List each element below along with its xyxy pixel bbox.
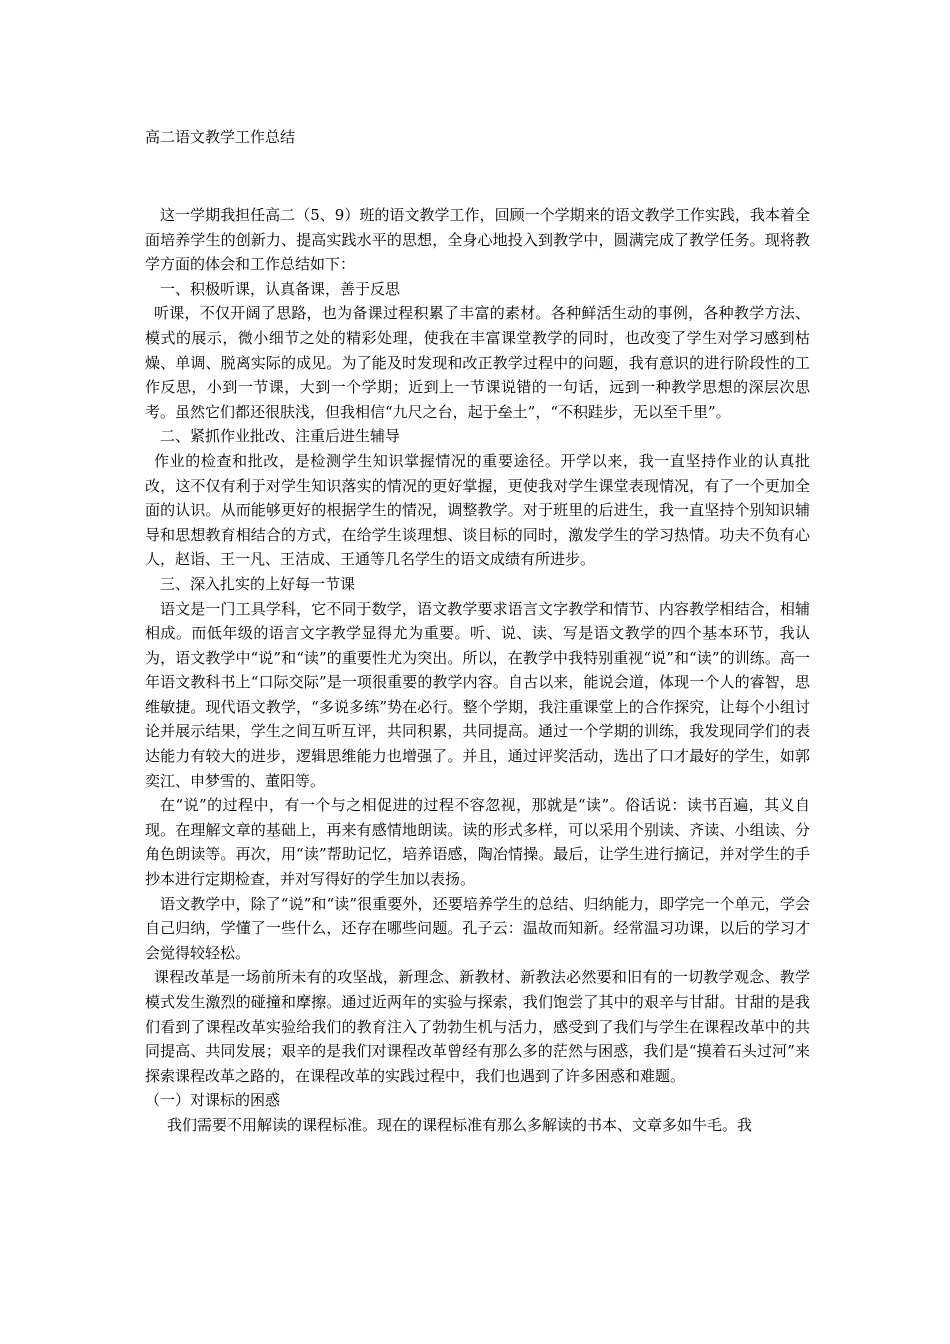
paragraph: 课程改革是一场前所未有的攻坚战，新理念、新教材、新教法必然要和旧有的一切教学观念、教学模式发生激烈的碰撞和摩擦。通过近两年的实验与探索，我们饱尝了其中的艰辛与甘甜。甘甜的是我们看到了课程改革实验给我们的教育注入了勃勃生机与活力，感受到了我们与学生在课程改革中的共同提高、共同发展；艰辛的是我们对课程改革曾经有那么多的茫然与困惑，我们是“摸着石头过河”来探索课程改革之路的，在课程改革的实践过程中，我们也遇到了许多困惑和难题。 [145,968,810,1085]
paragraph: 三、深入扎实的上好每一节课 [160,574,356,593]
document-body [145,203,810,1138]
paragraph: 作业的检查和批改，是检测学生知识掌握情况的重要途径。开学以来，我一直坚持作业的认真批改，这不仅有利于对学生知识落实的情况的更好掌握，更使我对学生课堂表现情况，有了一个更加全面的认识。从而能够更好的根据学生的情况，调整教学。对于班里的后进生，我一直坚持个别知识辅导和思想教育相结合的方式，在给学生谈理想、谈目标的同时，激发学生的学习热情。功夫不负有心人，赵诣、王一凡、王洁成、王通等几名学生的语文成绩有所进步。 [145,451,810,569]
paragraph: 语文教学中，除了“说”和“读”很重要外，还要培养学生的总结、归纳能力，即学完一个单元，学会自己归纳，学懂了一些什么，还存在哪些问题。孔子云：温故而知新。经常温习功课，以后的学习才会觉得较轻松。 [145,894,810,962]
document-title: 高二语文教学工作总结 [145,128,296,146]
paragraph: 在“说”的过程中，有一个与之相促进的过程不容忽视，那就是“读”。俗话说：读书百遍，其义自现。在理解文章的基础上，再来有感情地朗读。读的形式多样，可以采用个别读、齐读、小组读、分角色朗读等。再次，用“读”帮助记忆，培养语感，陶冶情操。最后，让学生进行摘记，并对学生的手抄本进行定期检查，并对写得好的学生加以表扬。 [145,796,810,889]
paragraph: （一）对课标的困惑 [145,1091,281,1110]
paragraph: 我们需要不用解读的课程标准。现在的课程标准有那么多解读的书本、文章多如牛毛。我 [167,1115,753,1134]
paragraph: 一、积极听课，认真备课，善于反思 [160,279,401,298]
paragraph: 听课，不仅开阔了思路，也为备课过程积累了丰富的素材。各种鲜活生动的事例，各种教学方法、模式的展示，微小细节之处的精彩处理，使我在丰富课堂教学的同时，也改变了学生对学习感到枯燥、单调、脱离实际的成见。为了能及时发现和改正教学过程中的问题，我有意识的进行阶段性的工作反思，小到一节课，大到一个学期；近到上一节课说错的一句话，远到一种教学思想的深层次思考。虽然它们都还很肤浅，但我相信“九尺之台，起于垒土”，“不积跬步，无以至千里”。 [145,304,810,421]
paragraph: 二、紧抓作业批改、注重后进生辅导 [160,427,401,446]
paragraph: 这一学期我担任高二（5、9）班的语文教学工作，回顾一个学期来的语文教学工作实践，我本着全面培养学生的创新力、提高实践水平的思想，全身心地投入到教学中，圆满完成了教学任务。现将教学方面的体会和工作总结如下： [145,206,810,274]
paragraph: 语文是一门工具学科，它不同于数学，语文教学要求语言文字教学和情节、内容教学相结合，相辅相成。而低年级的语言文字教学显得尤为重要。听、说、读、写是语文教学的四个基本环节，我认为，语文教学中“说”和“读”的重要性尤为突出。所以，在教学中我特别重视“说”和“读”的训练。高一年语文教科书上“口际交际”是一项很重要的教学内容。自古以来，能说会道，体现一个人的睿智，思维敏捷。现代语文教学，“多说多练”势在必行。整个学期，我注重课堂上的合作探究，让每个小组讨论并展示结果，学生之间互听互评，共同积累，共同提高。通过一个学期的训练，我发现同学们的表达能力有较大的进步，逻辑思维能力也增强了。并且，通过评奖活动，选出了口才最好的学生，如郭奕江、申梦雪的、董阳等。 [145,599,810,790]
